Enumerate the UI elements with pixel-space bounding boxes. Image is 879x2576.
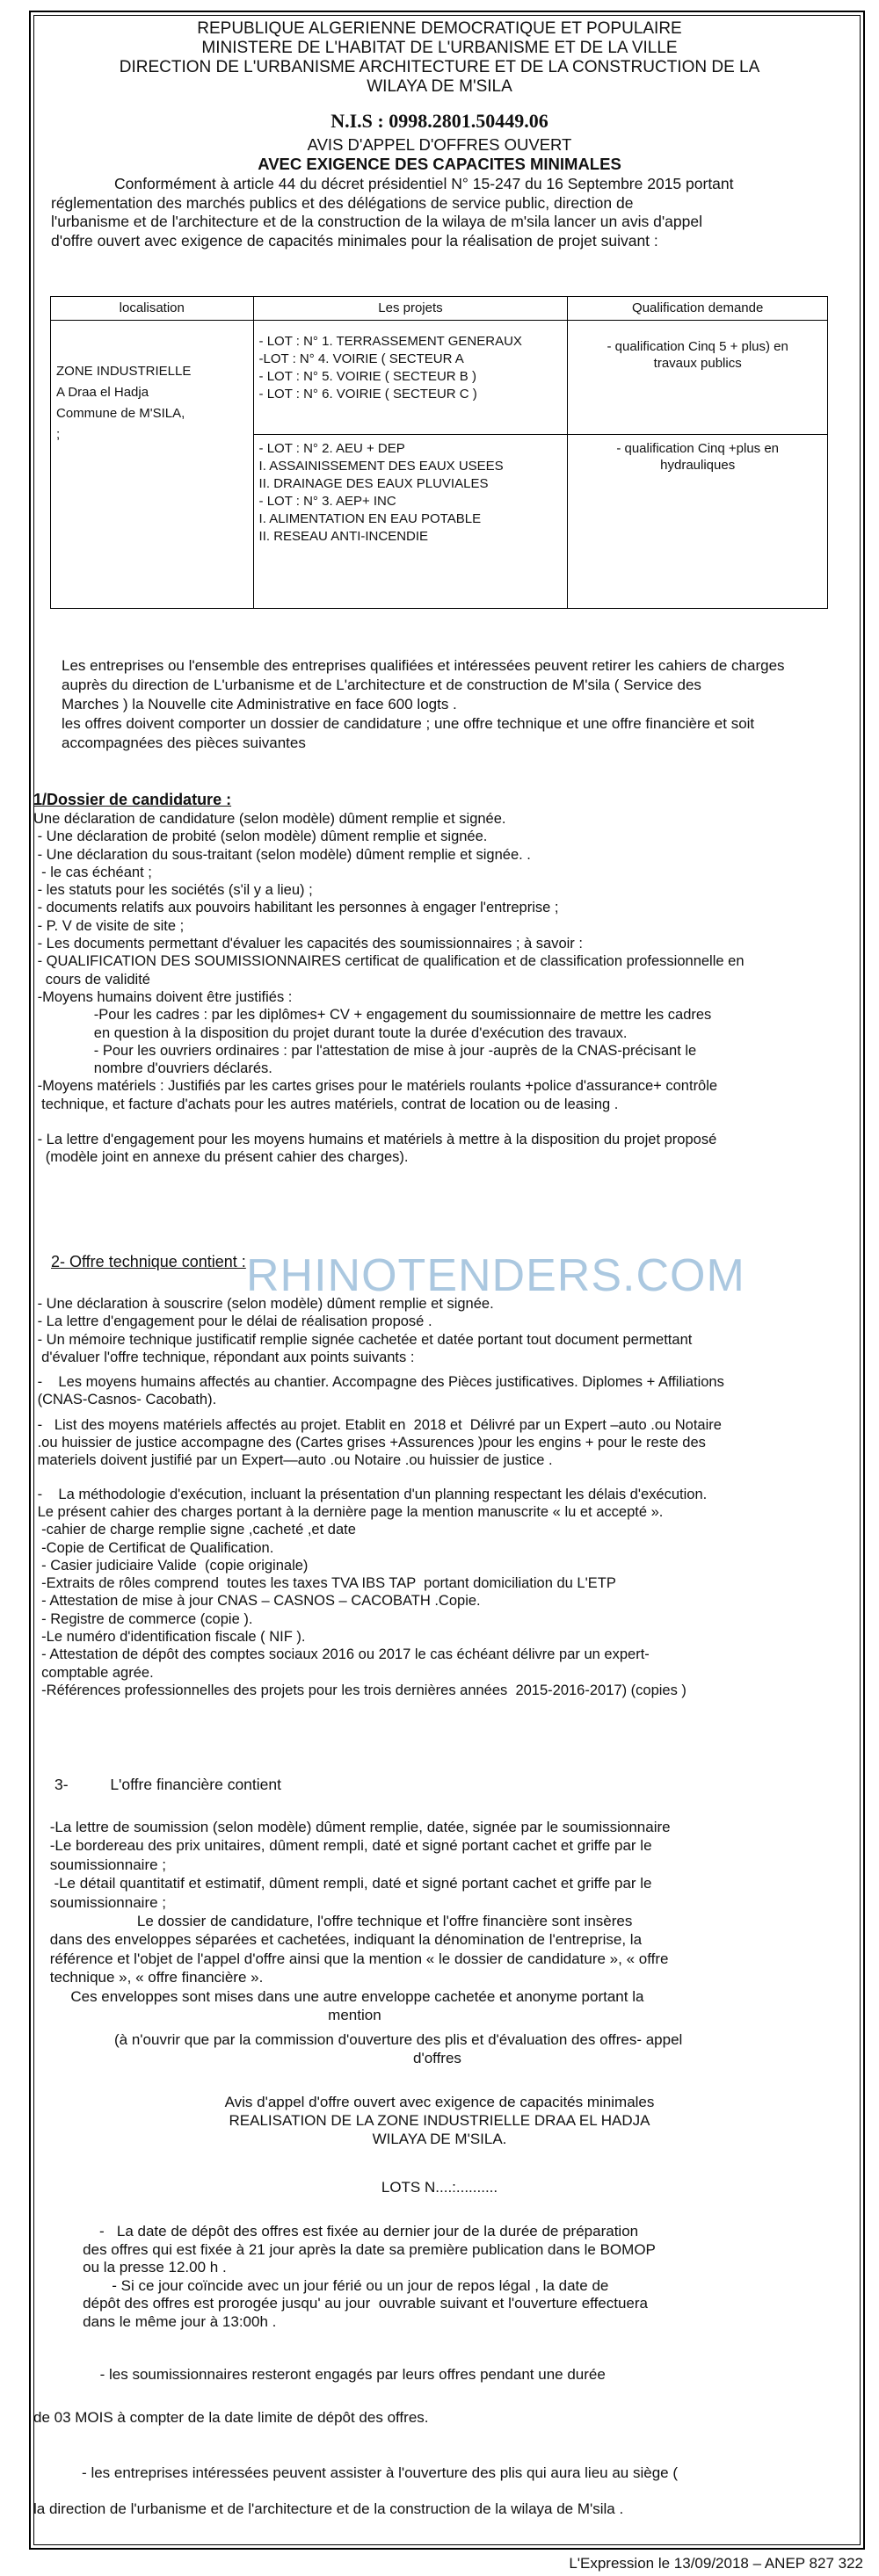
section1-line: - Pour les ouvriers ordinaires : par l'attestation de mise à jour -auprès de la CNAS-précisant le [33,1042,697,1059]
section2-line: Le présent cahier des charges portant à la dernière page la mention manuscrite « lu et accepté ». [33,1503,664,1520]
qualification-cell-group2 [568,435,828,609]
retrait-line: Marches ) la Nouvelle cite Administrative en face 600 logts . [62,696,457,713]
section3-line: soumissionnaire ; [46,1856,167,1873]
section2-line: -Extraits de rôles comprend toutes les taxes TVA IBS TAP portant domiciliation du L'ETP [33,1575,616,1592]
depot-line: - La date de dépôt des offres est fixée au dernier jour de la durée de préparation [70,2223,639,2240]
lot-item: II. RESEAU ANTI-INCENDIE [258,529,429,544]
intro-line: réglementation des marchés publics et des délégations de service public, direction de [51,193,634,212]
engagement-line: - les soumissionnaires resteront engagés par leurs offres pendant une durée [79,2366,606,2383]
section2-line: - Les moyens humains affectés au chantier. Accompagne des Pièces justificatives. Diplomes + Affiliations [33,1374,724,1391]
lot-item: I. ASSAINISSEMENT DES EAUX USEES [258,459,504,474]
section1-line: -Moyens humains doivent être justifiés : [33,988,293,1005]
depot-line: - Si ce jour coïncide avec un jour férié ou un jour de repos légal , la date de [70,2276,609,2294]
lot-item: - LOT : N° 2. AEU + DEP [258,441,405,456]
section1-line: - Une déclaration de probité (selon modèle) dûment remplie et signée. [33,829,488,845]
intro-paragraph [51,175,833,250]
intro-line: Conformément à article 44 du décret présidentiel N° 15-247 du 16 Septembre 2015 portant [114,175,734,192]
nis-number: N.I.S : 0998.2801.50449.06 [331,110,548,132]
depot-line: des offres qui est fixée à 21 jour après la date sa première publication dans le BOMOP [70,2240,656,2258]
section1-line: - Une déclaration du sous-traitant (selon modèle) dûment remplie et signée. . [33,846,531,863]
avis-line: Avis d'appel d'offre ouvert avec exigence de capacités minimales [224,2094,655,2110]
section3-line: dans des enveloppes séparées et cachetées, indiquant la dénomination de l'entreprise, la [46,1931,643,1949]
intro-line: d'offre ouvert avec exigence de capacités minimales pour la réalisation de projet suivant : [51,231,658,250]
section2-line: -Copie de Certificat de Qualification. [33,1539,274,1556]
retrait-line: auprès du direction de L'urbanisme et de L'architecture et de construction de M'sila ( Service des [62,677,701,693]
col-projets: Les projets [253,297,568,321]
depot-line: ou la presse 12.00 h . [70,2259,227,2276]
header-ministry: MINISTERE DE L'HABITAT DE L'URBANISME ET DE LA VILLE [201,39,678,57]
table-header-row [51,297,828,321]
section3-title-text: L'offre financière contient [110,1776,281,1793]
intro-line: l'urbanisme et de l'architecture et de la construction de la wilaya de m'sila lancer un avis d'appel [51,213,702,230]
section2-line: - Une déclaration à souscrire (selon modèle) dûment remplie et signée. [33,1296,494,1312]
section1-line: - documents relatifs aux pouvoirs habilitant les personnes à engager l'entreprise ; [33,900,559,916]
retrait-line: Les entreprises ou l'ensemble des entreprises qualifiées et intéressées peuvent retirer les cahiers de charges [62,657,785,674]
section1-title-text: 1/Dossier de candidature : [33,791,232,808]
localisation-line: Commune de M'SILA, [56,406,185,421]
section2-title [51,1253,246,1271]
lot-item: - LOT : N° 6. VOIRIE ( SECTEUR C ) [258,387,477,402]
qualification-line: - qualification Cinq 5 + plus) en [607,339,788,354]
section3-line: Le dossier de candidature, l'offre technique et l'offre financière sont insères [46,1913,633,1930]
section2-line: - Un mémoire technique justificatif remplie signée cachetée et datée portant tout document permettant [33,1331,693,1348]
section2-line: - List des moyens matériels affectés au projet. Etablit en 2018 et Délivré par un Expert –auto .ou Notaire [33,1416,722,1433]
header-direction: DIRECTION DE L'URBANISME ARCHITECTURE ET DE LA CONSTRUCTION DE LA [119,58,760,76]
col-qualification: Qualification demande [568,297,828,321]
lot-item: -LOT : N° 4. VOIRIE ( SECTEUR A [258,351,464,366]
section2-line [33,1470,842,1486]
engagement-line: de 03 MOIS à compter de la date limite de dépôt des offres. [33,2409,429,2426]
section3-line: référence et l'objet de l'appel d'offre ainsi que la mention « le dossier de candidature », « offre [46,1950,669,1967]
qualification-cell-group1 [568,321,828,435]
depot-block [70,2223,844,2331]
lots-cell-group1 [253,321,568,435]
ouverture-line: (à n'ouvrir que par la commission d'ouverture des plis et d'évaluation des offres- appel [114,2031,683,2048]
lot-item: II. DRAINAGE DES EAUX PLUVIALES [258,476,489,491]
depot-line: dépôt des offres est prorogée jusqu' au jour ouvrable suivant et l'ouverture effectuera [70,2295,648,2312]
section2-line: .ou huissier de justice accompagne des (Cartes grises +Assurences )pour les engins + pour le reste des [33,1435,706,1451]
section2-line: - Attestation de mise à jour CNAS – CASNOS – CACOBATH .Copie. [33,1593,481,1610]
col-localisation: localisation [51,297,254,321]
section2-line: -cahier de charge remplie signe ,cacheté ,et date [33,1522,356,1538]
section1-line: - La lettre d'engagement pour les moyens humains et matériels à mettre à la disposition du projet proposé [33,1132,717,1148]
lots-cell-group2 [253,435,568,609]
section3-line: -La lettre de soumission (selon modèle) dûment remplie, datée, signée par le soumissionnaire [46,1819,671,1835]
localisation-cell [51,321,254,609]
qualification-line: travaux publics [653,356,742,371]
section2-line: d'évaluer l'offre technique, répondant aux points suivants : [33,1349,415,1365]
section1-line: -Pour les cadres : par les diplômes+ CV + engagement du soumissionnaire de mettre les cadres [33,1007,712,1024]
localisation-line: ZONE INDUSTRIELLE [56,364,192,379]
table-row [51,321,828,435]
section1-line [33,1113,842,1131]
section1-line: - les statuts pour les sociétés (s'il y a lieu) ; [33,882,313,899]
section2-line: materiels doivent justifié par un Expert—auto .ou Notaire .ou huissier de justice . [33,1452,553,1469]
header-republic: REPUBLIQUE ALGERIENNE DEMOCRATIQUE ET POPULAIRE [197,19,682,38]
section2-line: - La lettre d'engagement pour le délai de réalisation proposé . [33,1313,432,1330]
qualification-line: - qualification Cinq +plus en [616,441,780,456]
section1-line: -Moyens matériels : Justifiés par les cartes grises pour le matériels roulants +police d'assurance+ contrôle [33,1078,718,1095]
section1-line: - P. V de visite de site ; [33,917,185,934]
depot-line: dans le même jour à 13:00h . [70,2312,277,2330]
section3-list [46,1818,837,2024]
lots-placeholder: LOTS N....:.......... [381,2179,498,2196]
section3-line: mention [46,2007,381,2024]
localisation-line: ; [56,427,61,442]
watermark: RHINOTENDERS.COM [246,1250,745,1301]
lot-item: - LOT : N° 3. AEP+ INC [258,494,396,509]
section2-list [33,1295,842,1699]
lot-item: - LOT : N° 5. VOIRIE ( SECTEUR B ) [258,369,476,384]
qualification-line: hydrauliques [660,458,736,473]
section1-title [33,791,231,809]
avis-wilaya: WILAYA DE M'SILA. [372,2131,507,2147]
assister-line: - les entreprises intéressées peuvent assister à l'ouverture des plis qui aura lieu au siège ( [53,2464,678,2481]
section2-line: -Le numéro d'identification fiscale ( NIF ). [33,1629,306,1646]
publication-footer: L'Expression le 13/09/2018 – ANEP 827 322 [569,2555,863,2572]
retrait-line: accompagnées des pièces suivantes [62,734,306,751]
ouverture-line: d'offres [413,2050,461,2066]
retrait-line: les offres doivent comporter un dossier de candidature ; une offre technique et une offre financière et soit [62,715,755,732]
projects-table [50,296,828,609]
section2-line: - Attestation de dépôt des comptes sociaux 2016 ou 2017 le cas échéant délivre par un expert- [33,1646,650,1663]
section1-line: nombre d'ouvriers déclarés. [33,1060,272,1077]
lot-item: - LOT : N° 1. TERRASSEMENT GENERAUX [258,334,522,349]
section2-line: - Registre de commerce (copie ). [33,1610,253,1627]
section1-list [33,810,842,1167]
section1-line: Une déclaration de candidature (selon modèle) dûment remplie et signée. [33,811,506,827]
section2-line: (CNAS-Casnos- Cacobath). [33,1392,217,1408]
section2-line: -Références professionnelles des projets pour les trois dernières années 2015-2016-2017) (copies ) [33,1682,686,1698]
section1-line: - Les documents permettant d'évaluer les capacités des soumissionnaires ; à savoir : [33,936,583,952]
notice-title: AVIS D'APPEL D'OFFRES OUVERT [307,135,572,154]
localisation-line: A Draa el Hadja [56,385,149,400]
section2-line: comptable agrée. [33,1664,154,1681]
section2-title-text: 2- Offre technique contient : [51,1253,246,1270]
notice-subtitle: AVEC EXIGENCE DES CAPACITES MINIMALES [258,155,621,173]
section3-number: 3- [54,1776,69,1793]
section2-line: - La méthodologie d'exécution, incluant la présentation d'un planning respectant les délais d'exécution. [33,1486,708,1502]
header-wilaya: WILAYA DE M'SILA [367,77,512,96]
section3-line: soumissionnaire ; [46,1893,167,1911]
section3-line: -Le bordereau des prix unitaires, dûment rempli, daté et signé portant cachet et griffe par le [46,1837,652,1855]
lot-item: I. ALIMENTATION EN EAU POTABLE [258,511,482,526]
assister-line: la direction de l'urbanisme et de l'architecture et de la construction de la wilaya de M'sila . [33,2500,624,2517]
section1-line: cours de validité [33,971,150,988]
retrait-paragraph [62,656,835,753]
section1-line: - le cas échéant ; [33,864,152,880]
section1-line: - QUALIFICATION DES SOUMISSIONNAIRES certificat de qualification et de classification professionnelle en [33,953,745,970]
section2-line: - Casier judiciaire Valide (copie originale) [33,1557,309,1574]
section3-title [54,1776,281,1794]
section3-line: Ces enveloppes sont mises dans une autre enveloppe cachetée et anonyme portant la [46,1987,644,2005]
section1-line: technique, et facture d'achats pour les autres matériels, contrat de location ou de leasing . [33,1096,619,1112]
section3-line: -Le détail quantitatif et estimatif, dûment rempli, daté et signé portant cachet et griffe par le [46,1875,652,1892]
section3-line: technique », « offre financière ». [46,1969,264,1986]
section1-line: (modèle joint en annexe du présent cahier des charges). [33,1149,409,1166]
section1-line: en question à la disposition du projet durant toute la durée d'exécution des travaux. [33,1024,628,1041]
avis-project: REALISATION DE LA ZONE INDUSTRIELLE DRAA EL HADJA [229,2112,650,2129]
